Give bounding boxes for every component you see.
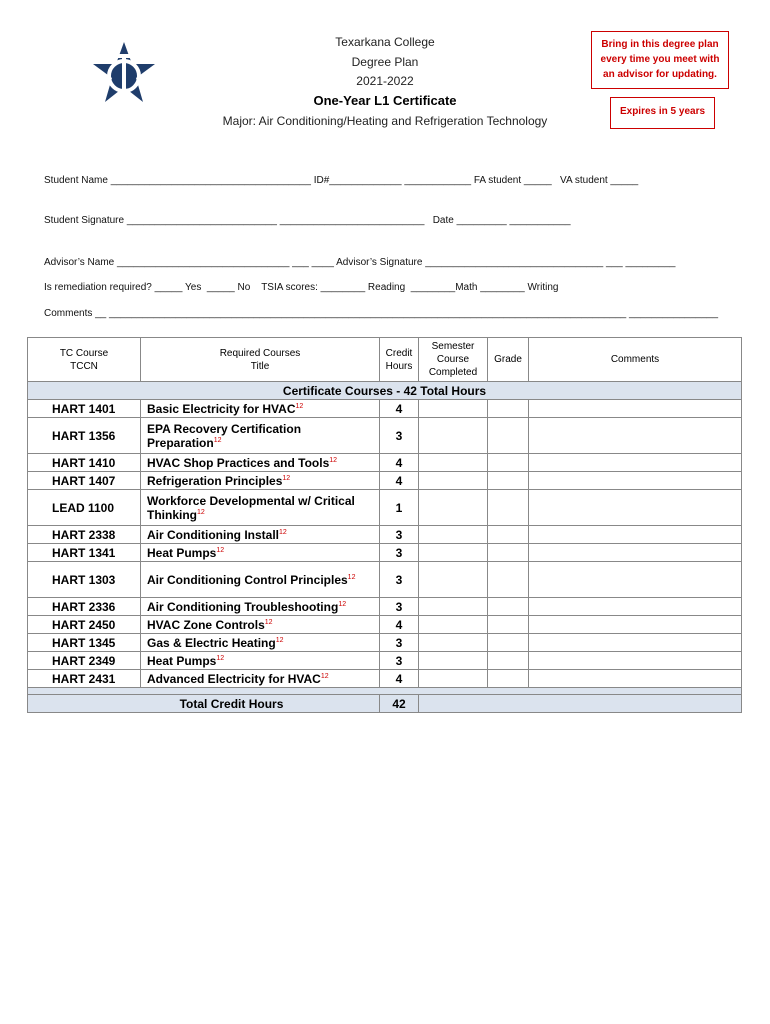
footnote-mark: 12	[216, 654, 225, 662]
course-title: Air Conditioning Control Principles$^{12}$	[141, 562, 380, 598]
spacer-row	[28, 688, 742, 695]
footnote-mark: 12	[295, 402, 304, 410]
semester-cell[interactable]	[419, 616, 488, 634]
course-code: HART 2336	[28, 598, 141, 616]
grade-cell[interactable]	[488, 526, 529, 544]
course-title: Refrigeration Principles$^{12}$	[141, 472, 380, 490]
course-hours: 4	[380, 670, 419, 688]
course-hours: 3	[380, 544, 419, 562]
program-title: One-Year L1 Certificate	[313, 93, 457, 108]
grade-cell[interactable]	[488, 544, 529, 562]
grade-cell[interactable]	[488, 418, 529, 454]
plan-year: 2021-2022	[356, 74, 414, 88]
course-row	[28, 490, 742, 526]
course-code: HART 1345	[28, 634, 141, 652]
college-logo	[92, 40, 156, 106]
course-code: HART 1356	[28, 418, 141, 454]
semester-cell[interactable]	[419, 472, 488, 490]
semester-cell[interactable]	[419, 490, 488, 526]
footnote-mark: 12	[213, 436, 222, 444]
comment-cell[interactable]	[529, 652, 742, 670]
course-title: Advanced Electricity for HVAC$^{12}$	[141, 670, 380, 688]
course-title: EPA Recovery Certification Preparation$^{12}$	[141, 418, 380, 454]
comments-line[interactable]: Comments __ _____________________________________________________________________________________________ ________________	[44, 308, 719, 319]
footnote-mark: 12	[216, 546, 225, 554]
footnote-mark: 12	[347, 573, 356, 581]
comment-cell[interactable]	[529, 562, 742, 598]
footnote-mark: 12	[282, 474, 291, 482]
section-title: Certificate Courses - 42 Total Hours	[28, 382, 742, 400]
semester-cell[interactable]	[419, 634, 488, 652]
total-blank	[419, 695, 742, 713]
grade-cell[interactable]	[488, 454, 529, 472]
header-semester: Semester Course Completed	[419, 338, 488, 382]
remediation-line[interactable]: Is remediation required? _____ Yes _____ No TSIA scores: ________ Reading ________Math ________ Writing	[44, 282, 559, 293]
total-label: Total Credit Hours	[28, 695, 380, 713]
footnote-mark: 12	[275, 636, 284, 644]
header-course-code: TC Course TCCN	[28, 338, 141, 382]
grade-cell[interactable]	[488, 490, 529, 526]
update-notice: Bring in this degree plan every time you meet with an advisor for updating.	[591, 31, 729, 89]
course-code: HART 2349	[28, 652, 141, 670]
course-code: HART 1341	[28, 544, 141, 562]
course-hours: 3	[380, 418, 419, 454]
semester-cell[interactable]	[419, 598, 488, 616]
comment-cell[interactable]	[529, 616, 742, 634]
course-row	[28, 670, 742, 688]
semester-cell[interactable]	[419, 670, 488, 688]
grade-cell[interactable]	[488, 400, 529, 418]
course-hours: 3	[380, 634, 419, 652]
advisor-line[interactable]: Advisor’s Name _______________________________ ___ ____ Advisor’s Signature ________________________________ ___ _________	[44, 257, 676, 268]
footnote-mark: 12	[264, 618, 273, 626]
course-hours: 3	[380, 526, 419, 544]
course-title: Heat Pumps$^{12}$	[141, 544, 380, 562]
course-code: HART 1401	[28, 400, 141, 418]
course-row	[28, 634, 742, 652]
course-row	[28, 472, 742, 490]
grade-cell[interactable]	[488, 634, 529, 652]
course-hours: 4	[380, 472, 419, 490]
comment-cell[interactable]	[529, 400, 742, 418]
course-row	[28, 598, 742, 616]
course-title: HVAC Shop Practices and Tools$^{12}$	[141, 454, 380, 472]
course-row	[28, 418, 742, 454]
footnote-mark: 12	[338, 600, 347, 608]
course-code: HART 2338	[28, 526, 141, 544]
course-title: Basic Electricity for HVAC$^{12}$	[141, 400, 380, 418]
course-title: Air Conditioning Troubleshooting$^{12}$	[141, 598, 380, 616]
doc-type: Degree Plan	[351, 55, 419, 69]
header-credit-hours: Credit Hours	[380, 338, 419, 382]
course-hours: 3	[380, 652, 419, 670]
header-grade: Grade	[488, 338, 529, 382]
header-comments: Comments	[529, 338, 742, 382]
grade-cell[interactable]	[488, 670, 529, 688]
course-hours: 3	[380, 562, 419, 598]
grade-cell[interactable]	[488, 562, 529, 598]
semester-cell[interactable]	[419, 454, 488, 472]
student-name-line[interactable]: Student Name ____________________________________ ID#_____________ ____________ FA student _____ VA student _____	[44, 175, 639, 186]
grade-cell[interactable]	[488, 616, 529, 634]
course-hours: 4	[380, 616, 419, 634]
semester-cell[interactable]	[419, 526, 488, 544]
semester-cell[interactable]	[419, 652, 488, 670]
comment-cell[interactable]	[529, 472, 742, 490]
student-signature-line[interactable]: Student Signature ___________________________ __________________________ Date _________ ___________	[44, 215, 571, 226]
course-code: HART 2450	[28, 616, 141, 634]
course-row	[28, 544, 742, 562]
course-code: HART 1303	[28, 562, 141, 598]
comment-cell[interactable]	[529, 634, 742, 652]
course-code: HART 1407	[28, 472, 141, 490]
comment-cell[interactable]	[529, 526, 742, 544]
course-hours: 4	[380, 400, 419, 418]
semester-cell[interactable]	[419, 418, 488, 454]
total-value: 42	[380, 695, 419, 713]
course-title: Workforce Developmental w/ Critical Thinking$^{12}$	[141, 490, 380, 526]
course-title: Heat Pumps$^{12}$	[141, 652, 380, 670]
semester-cell[interactable]	[419, 544, 488, 562]
course-row	[28, 400, 742, 418]
footnote-mark: 12	[320, 672, 329, 680]
course-hours: 3	[380, 598, 419, 616]
course-table	[27, 337, 742, 713]
comment-cell[interactable]	[529, 598, 742, 616]
course-title: HVAC Zone Controls$^{12}$	[141, 616, 380, 634]
course-code: HART 1410	[28, 454, 141, 472]
course-title: Gas & Electric Heating$^{12}$	[141, 634, 380, 652]
comment-cell[interactable]	[529, 544, 742, 562]
footnote-mark: 12	[279, 528, 287, 536]
course-hours: 1	[380, 490, 419, 526]
comment-cell[interactable]	[529, 490, 742, 526]
comment-cell[interactable]	[529, 454, 742, 472]
grade-cell[interactable]	[488, 598, 529, 616]
college-name: Texarkana College	[335, 35, 435, 49]
course-row	[28, 652, 742, 670]
footnote-mark: 12	[197, 508, 205, 516]
semester-cell[interactable]	[419, 562, 488, 598]
course-title: Air Conditioning Install$^{12}$	[141, 526, 380, 544]
course-code: HART 2431	[28, 670, 141, 688]
semester-cell[interactable]	[419, 400, 488, 418]
expiry-notice: Expires in 5 years	[610, 97, 715, 129]
grade-cell[interactable]	[488, 472, 529, 490]
footnote-mark: 12	[329, 456, 338, 464]
comment-cell[interactable]	[529, 670, 742, 688]
course-row	[28, 454, 742, 472]
header-course-title: Required Courses Title	[141, 338, 380, 382]
major-title: Major: Air Conditioning/Heating and Refrigeration Technology	[222, 114, 548, 128]
grade-cell[interactable]	[488, 652, 529, 670]
course-row	[28, 562, 742, 598]
course-hours: 4	[380, 454, 419, 472]
course-row	[28, 616, 742, 634]
course-code: LEAD 1100	[28, 490, 141, 526]
comment-cell[interactable]	[529, 418, 742, 454]
course-row	[28, 526, 742, 544]
